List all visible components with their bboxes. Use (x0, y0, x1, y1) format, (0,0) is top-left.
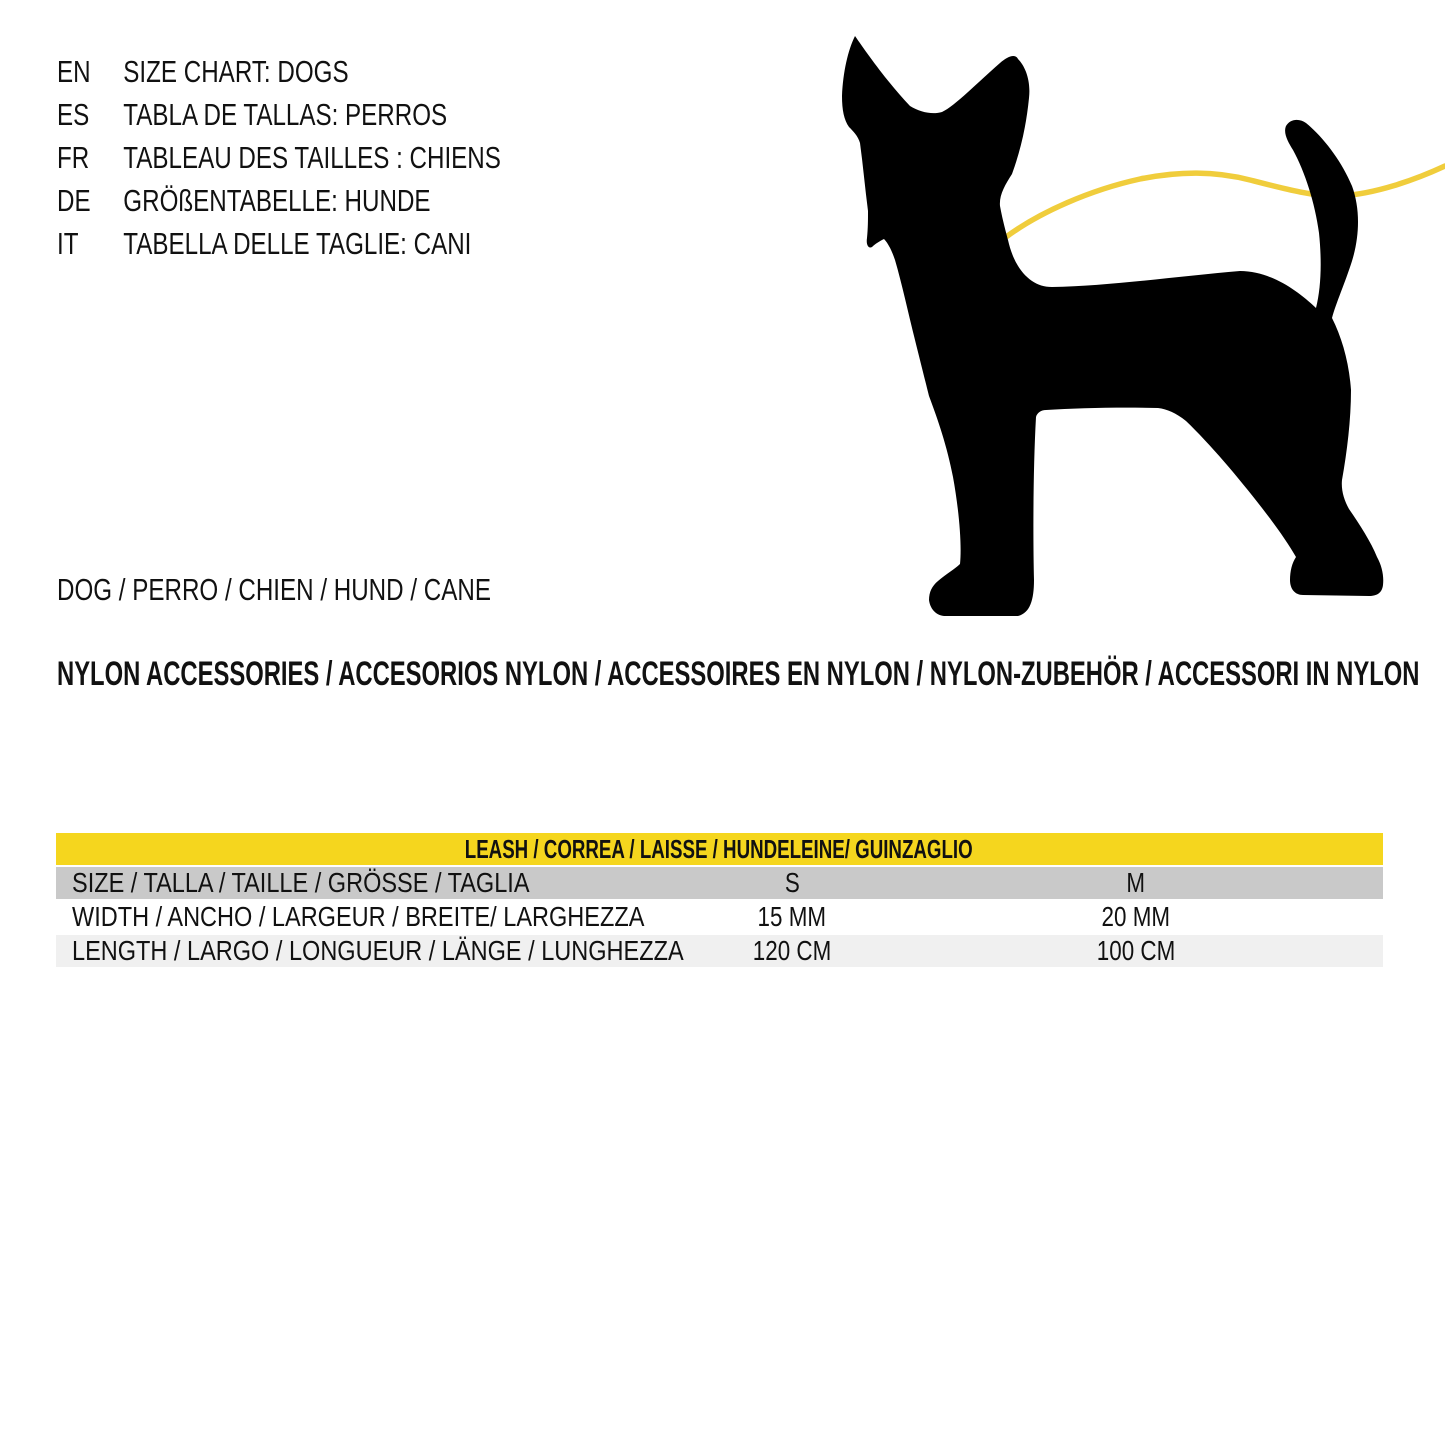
language-line-it (57, 222, 501, 265)
section-heading (57, 654, 1445, 694)
table-header-row (56, 833, 1383, 865)
value-text-s: 120 CM (752, 935, 832, 966)
dog-caption (57, 572, 613, 608)
row-label-text: WIDTH / ANCHO / LARGEUR / BREITE/ LARGHEZZA (72, 901, 645, 932)
leash-size-table (56, 833, 1383, 969)
row-label-cell (72, 935, 800, 967)
language-line-es (57, 93, 501, 136)
dog-silhouette-illustration (820, 20, 1445, 650)
language-code: IT (57, 225, 79, 261)
language-code: DE (57, 182, 91, 218)
value-text-s: S (784, 867, 800, 898)
language-code: FR (57, 139, 90, 175)
language-title: GRÖßENTABELLE: HUNDE (123, 182, 431, 218)
value-text-s: 15 MM (757, 901, 827, 932)
value-text-m: M (1126, 867, 1146, 898)
language-code: ES (57, 96, 90, 132)
language-title: TABLEAU DES TAILLES : CHIENS (123, 139, 501, 175)
language-line-en (57, 50, 501, 93)
dog-caption-text: DOG / PERRO / CHIEN / HUND / CANE (57, 572, 491, 607)
table-row-width (56, 901, 1383, 933)
language-title: TABLA DE TALLAS: PERROS (123, 96, 448, 132)
value-text-m: 100 CM (1096, 935, 1176, 966)
language-line-de (57, 179, 501, 222)
row-label-cell (72, 867, 617, 899)
table-header-text: LEASH / CORREA / LAISSE / HUNDELEINE/ GUINZAGLIO (465, 833, 973, 864)
language-title-list (57, 50, 626, 265)
chihuahua-silhouette-icon (842, 36, 1383, 616)
row-label-text: SIZE / TALLA / TAILLE / GRÖSSE / TAGLIA (72, 867, 530, 898)
row-label-cell (72, 901, 753, 933)
language-code: EN (57, 53, 91, 89)
row-label-text: LENGTH / LARGO / LONGUEUR / LÄNGE / LUNGHEZZA (72, 935, 684, 966)
table-row-length (56, 935, 1383, 967)
table-row-size (56, 867, 1383, 899)
language-title: TABELLA DELLE TAGLIE: CANI (123, 225, 472, 261)
section-heading-text: NYLON ACCESSORIES / ACCESORIOS NYLON / ACCESSOIRES EN NYLON / NYLON-ZUBEHÖR / ACCESSORI IN NYLON (57, 655, 1420, 693)
value-text-m: 20 MM (1101, 901, 1171, 932)
leash-line-icon (1006, 166, 1445, 237)
language-line-fr (57, 136, 501, 179)
language-title: SIZE CHART: DOGS (123, 53, 349, 89)
